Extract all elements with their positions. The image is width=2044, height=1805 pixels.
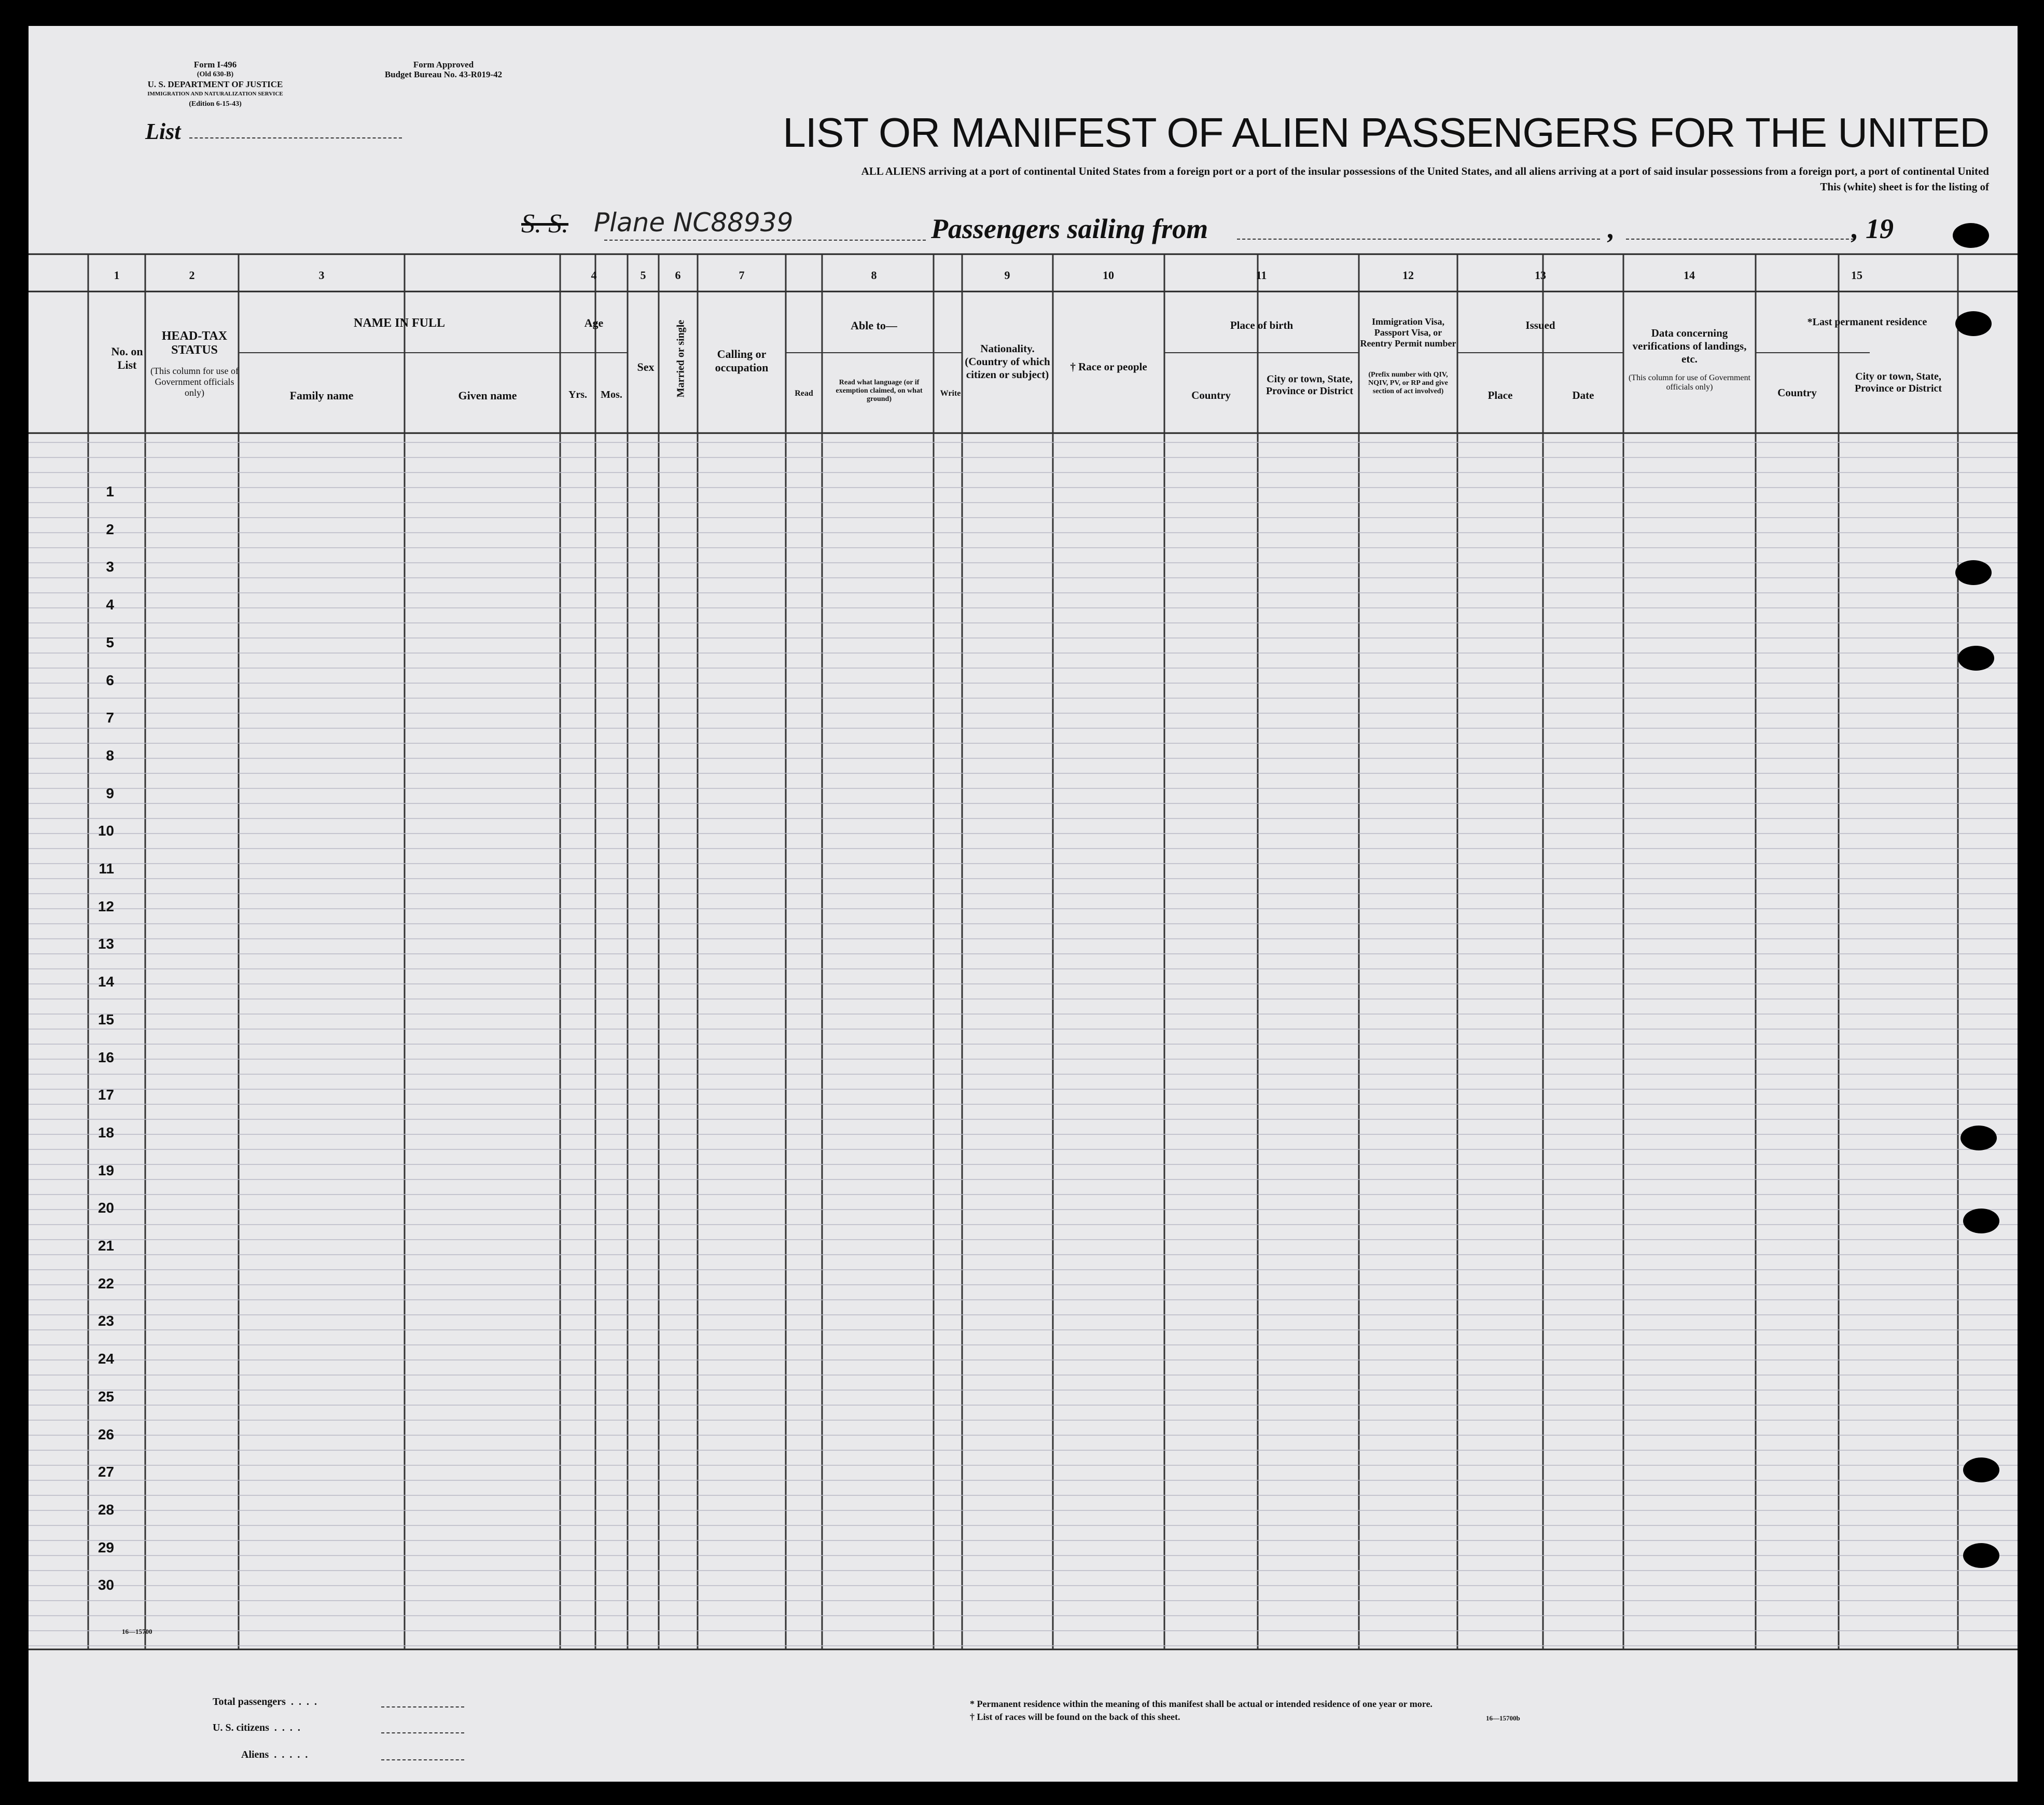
- col-residence-city: City or town, State, Province or District: [1854, 371, 1942, 394]
- punch-hole: [1955, 311, 1992, 336]
- col-visa-number: Immigration Visa, Passport Visa, or Reentry Permit number: [1360, 316, 1456, 349]
- col-place-of-birth: Place of birth: [1230, 319, 1294, 331]
- col-given-name: Given name: [458, 389, 517, 402]
- row-number: 8: [106, 747, 114, 763]
- row-number: 21: [98, 1238, 114, 1254]
- col-read-language: Read what language (or if exemption claimed, on what ground): [836, 379, 923, 403]
- punch-hole: [1963, 1457, 1999, 1482]
- form-approved: Form Approved: [413, 60, 474, 70]
- manifest-sheet: [29, 26, 2018, 1782]
- punch-hole: [1958, 646, 1994, 671]
- col-age: Age: [584, 316, 604, 329]
- manifest-table-grid: [29, 26, 2018, 1782]
- aliens-blank: [381, 1759, 464, 1760]
- column-number: 2: [189, 269, 195, 282]
- col-able-to: Able to—: [851, 319, 897, 332]
- manifest-title: LIST OR MANIFEST OF ALIEN PASSENGERS FOR THE UNITED: [783, 109, 1989, 156]
- col-age-years: Yrs.: [568, 389, 588, 400]
- edition: (Edition 6-15-43): [189, 100, 242, 108]
- row-number: 14: [98, 974, 114, 990]
- row-number: 22: [98, 1275, 114, 1292]
- col-issued-place: Place: [1487, 389, 1513, 401]
- row-number: 25: [98, 1388, 114, 1405]
- total-passengers-blank: [381, 1706, 464, 1707]
- row-number: 15: [98, 1011, 114, 1028]
- vessel-handwritten-name: Plane NC88939: [594, 207, 794, 238]
- row-number: 17: [98, 1087, 114, 1103]
- row-number: 1: [106, 483, 114, 499]
- year-prefix: , 19: [1852, 213, 1894, 244]
- column-number: 3: [318, 269, 325, 282]
- column-number: 15: [1851, 269, 1862, 282]
- column-number: 11: [1256, 269, 1267, 282]
- row-number: 23: [98, 1313, 114, 1329]
- column-number: 8: [871, 269, 877, 282]
- column-number: 10: [1103, 269, 1114, 282]
- col-birth-country: Country: [1191, 389, 1231, 401]
- row-number: 7: [106, 710, 114, 726]
- punch-hole: [1953, 223, 1989, 248]
- footnote-permanent-residence: * Permanent residence within the meaning of this manifest shall be actual or intended residence of one year or more.: [970, 1699, 1433, 1709]
- row-number: 18: [98, 1124, 114, 1141]
- col-age-months: Mos.: [601, 389, 622, 400]
- row-number: 13: [98, 936, 114, 952]
- col-residence-country: Country: [1777, 386, 1817, 399]
- budget-number: Budget Bureau No. 43-R019-42: [384, 70, 503, 79]
- row-number: 11: [99, 860, 114, 877]
- row-number: 4: [106, 596, 114, 613]
- col-birth-city: City or town, State, Province or District: [1266, 373, 1354, 397]
- column-number: 13: [1535, 269, 1546, 282]
- col-issued-date: Date: [1572, 389, 1594, 401]
- column-number: 9: [1004, 269, 1010, 282]
- column-number: 4: [591, 269, 597, 282]
- row-number: 20: [98, 1200, 114, 1216]
- col-head-tax-status: HEAD-TAX STATUS: [161, 329, 228, 357]
- punch-hole: [1955, 560, 1992, 585]
- aliens-label: Aliens . . . . .: [241, 1749, 308, 1760]
- column-number: 12: [1402, 269, 1414, 282]
- us-citizens-blank: [381, 1732, 464, 1733]
- total-passengers-label: Total passengers . . . .: [213, 1696, 317, 1707]
- col-issued: Issued: [1525, 319, 1555, 331]
- row-number: 30: [98, 1577, 114, 1593]
- column-number: 1: [114, 269, 120, 282]
- row-number: 19: [98, 1162, 114, 1178]
- old-form-number: (Old 630-B): [197, 71, 234, 78]
- col-calling-occupation: Calling or occupation: [715, 348, 769, 374]
- col-race-or-people: † Race or people: [1070, 360, 1147, 373]
- col-data-note: (This column for use of Government officials only): [1628, 373, 1751, 392]
- col-head-tax-note: (This column for use of Government officials only): [150, 366, 239, 398]
- form-number: Form I-496: [193, 60, 237, 70]
- punch-hole: [1963, 1543, 1999, 1568]
- col-nationality: Nationality. (Country of which citizen or subject): [965, 342, 1050, 381]
- column-number: 7: [739, 269, 745, 282]
- row-number: 28: [98, 1501, 114, 1518]
- col-read: Read: [795, 389, 813, 398]
- subtitle-line-1: ALL ALIENS arriving at a port of continental United States from a foreign port or a port of the insular possessions of the United States, and all aliens arriving at a port of said insular possessions from a foreign port, a port of continental United: [861, 165, 1989, 177]
- row-number: 2: [106, 521, 114, 537]
- col-no-on-list: No. on List: [111, 345, 143, 371]
- col-family-name: Family name: [289, 389, 354, 402]
- print-code: 16—15700: [122, 1628, 152, 1635]
- punch-hole: [1960, 1126, 1997, 1150]
- row-number: 27: [98, 1464, 114, 1480]
- row-number: 16: [98, 1049, 114, 1065]
- row-number: 26: [98, 1426, 114, 1442]
- subtitle-line-2: This (white) sheet is for the listing of: [1820, 180, 1989, 193]
- row-number: 24: [98, 1351, 114, 1367]
- us-citizens-label: U. S. citizens . . . .: [213, 1722, 300, 1733]
- col-visa-note: (Prefix number with QIV, NQIV, PV, or RP and give section of act involved): [1368, 371, 1448, 395]
- list-label: List: [145, 119, 181, 144]
- col-data-concerning: Data concerning verifications of landings, etc.: [1632, 327, 1747, 365]
- row-number: 3: [106, 559, 114, 575]
- row-number: 10: [98, 823, 114, 839]
- column-number: 14: [1684, 269, 1695, 282]
- department-name: U. S. DEPARTMENT OF JUSTICE: [147, 79, 283, 89]
- footer-code: 16—15700b: [1486, 1714, 1520, 1722]
- row-number: 29: [98, 1539, 114, 1556]
- col-sex: Sex: [637, 360, 655, 373]
- col-name-in-full: NAME IN FULL: [353, 316, 445, 330]
- column-number: 5: [640, 269, 646, 282]
- row-number: 9: [106, 785, 114, 801]
- col-last-permanent-residence: *Last permanent residence: [1807, 316, 1927, 328]
- row-number: 6: [106, 672, 114, 688]
- ss-label: S. S.: [521, 209, 568, 239]
- comma: ,: [1608, 213, 1615, 244]
- punch-hole: [1963, 1209, 1999, 1233]
- footnote-races: † List of races will be found on the back of this sheet.: [970, 1712, 1180, 1722]
- row-number: 5: [106, 634, 114, 650]
- col-married-or-single: Married or single: [675, 320, 687, 398]
- passengers-sailing-label: Passengers sailing from: [931, 213, 1208, 244]
- row-number: 12: [98, 898, 114, 914]
- service-name: IMMIGRATION AND NATURALIZATION SERVICE: [147, 91, 283, 97]
- column-number: 6: [675, 269, 681, 282]
- col-write: Write: [940, 389, 961, 398]
